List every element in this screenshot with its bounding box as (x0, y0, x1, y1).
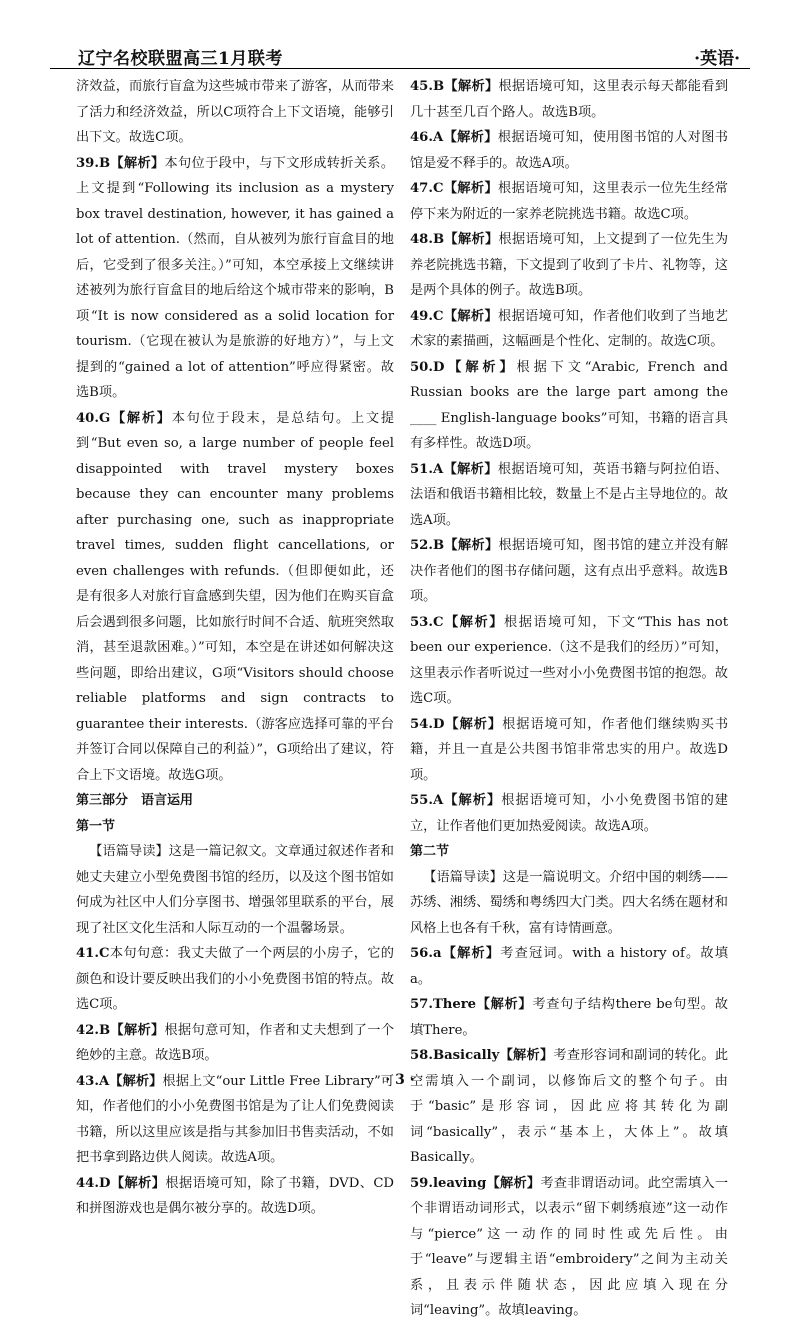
answer-item (410, 533, 728, 610)
answer-number: 55.A (410, 793, 444, 808)
answer-item (410, 992, 728, 1043)
answer-text: 根据语境可知，上文提到了一位先生为养老院挑选书籍，下文提到了收到了卡片、礼物等，这是两个具体的例子。故选B项。 (410, 232, 729, 298)
answer-number: 51.A (410, 461, 444, 477)
answer-item (76, 1018, 394, 1069)
answer-item (410, 125, 728, 176)
analysis-tag: 【解析】 (476, 997, 533, 1012)
answer-number: 57.There (410, 997, 477, 1012)
answer-number: 50.D (410, 359, 445, 375)
analysis-tag: 【解析】 (443, 181, 499, 196)
analysis-tag: 【解析】 (443, 461, 498, 477)
right-column (410, 74, 728, 1324)
answer-text: 根据语境可知，作者他们继续购买书籍，并且一直是公共图书馆非常忠实的用户。故选D项。 (410, 716, 729, 783)
analysis-tag: 【解析】 (110, 155, 165, 171)
answer-text: 根据语境可知，英语书籍与阿拉伯语、法语和俄语书籍相比较，数量上不是占主导地位的。故选A项。 (410, 461, 728, 528)
answer-text: 根据语境可知，下文“This has not been our experience.（这不是我们的经历）”可知，这里表示作者听说过一些对小小免费图书馆的抱怨。故选C项。 (410, 614, 728, 706)
answer-text: 根据语境可知，这里表示一位先生经常停下来为附近的一家养老院挑选书籍。故选C项。 (410, 181, 728, 222)
answer-text: 根据语境可知，这里表示每天都能看到几十甚至几百个路人。故选B项。 (410, 79, 729, 120)
answer-text: 考查非谓语动词。此空需填入一个非谓语动词形式，以表示“留下刺绣痕迹”这一动作与“pierce”这一动作的同时性或先后性。由于“leave”与逻辑主语“embroidery”之间为主动关系，且表示伴随状态，因此应填入现在分词“leaving”。故填leaving。 (410, 1175, 729, 1318)
analysis-tag: 【解析】 (441, 946, 501, 961)
answer-text: 考查形容词和副词的转化。此空需填入一个副词，以修饰后文的整个句子。由于“basic”是形容词，因此应将其转化为副词“basically”，表示“基本上，大体上”。故填Basically。 (410, 1048, 729, 1165)
answer-item (410, 788, 728, 839)
passage-intro: 【语篇导读】这是一篇记叙文。文章通过叙述作者和她丈夫建立小型免费图书馆的经历，以及这个图书馆如何成为社区中人们分享图书、增强邻里联系的平台，展现了社区文化生活和人际互动的一个温馨场景。 (76, 844, 394, 936)
answer-item (410, 304, 728, 355)
answer-text: 根据语境可知，作者他们收到了当地艺术家的素描画，这幅画是个性化、定制的。故选C项。 (410, 308, 728, 349)
answer-item (410, 74, 728, 125)
answer-number: 49.C (410, 308, 444, 324)
page-header (50, 38, 750, 69)
answer-item (410, 610, 728, 712)
answer-text: 根据语境可知，小小免费图书馆的建立，让作者他们更加热爱阅读。故选A项。 (410, 793, 728, 834)
answer-text: 根据下文“Arabic, French and Russian books are the large part among the ____ English-language books”可知，书籍的语言具有多样性。故选D项。 (410, 359, 728, 451)
analysis-tag: 【解析】 (110, 1175, 166, 1191)
answer-number: 53.C (410, 614, 444, 630)
answer-item (76, 151, 394, 406)
answer-item (410, 1171, 728, 1324)
answer-item (410, 227, 728, 304)
answer-text: 根据语境可知，除了书籍，DVD、CD和拼图游戏也是偶尔被分享的。故选D项。 (76, 1175, 394, 1216)
analysis-tag: 【解析】 (486, 1175, 541, 1191)
answer-number: 44.D (76, 1175, 111, 1191)
section-heading: 第三部分 语言运用 (76, 793, 194, 808)
analysis-tag: 【解析】 (444, 79, 499, 94)
answer-item (410, 457, 728, 534)
answer-number: 58.Basically (410, 1048, 500, 1063)
left-column (76, 74, 394, 1222)
answer-item (76, 74, 394, 151)
answer-text: 考查句子结构there be句型。故填There。 (410, 997, 728, 1038)
answer-number: 56.a (410, 946, 442, 961)
analysis-tag: 【解析】 (443, 793, 502, 808)
answer-text: 本句句意：我丈夫做了一个两层的小房子，它的颜色和设计要反映出我们的小小免费图书馆的特点。故选C项。 (76, 946, 394, 1012)
answer-number: 43.A (76, 1073, 110, 1089)
answer-text: 根据句意可知，作者和丈夫想到了一个绝妙的主意。故选B项。 (76, 1022, 395, 1063)
answer-number: 59.leaving (410, 1175, 487, 1191)
answer-number: 47.C (410, 181, 444, 196)
answer-item (410, 176, 728, 227)
answer-text: 本句位于段中，与下文形成转折关系。上文提到“Following its inclusion as a mystery box travel destination, however, it has gained a lot of attention.（然而，自从被列为旅行盲盒目的地后，它受到了很多关注。）”可知，本空承接上文继续讲述被列为旅行盲盒目的地后给这个城市带来的影响，B项“It is now considered as a solid location for tourism.（它现在被认为是旅游的好地方）”，与上文提到的“gained a lot of attention”呼应得紧密。故选B项。 (76, 155, 395, 400)
answer-text: 根据上文“our Little Free Library”可知，作者他们的小小免费图书馆是为了让人们免费阅读书籍，所以这里应该是指与其参加旧书售卖活动，不如把书拿到路边供人阅读。故选A项。 (76, 1073, 394, 1165)
answer-number: 45.B (410, 79, 445, 94)
page-number: · 3 · (385, 1072, 415, 1088)
section-heading: 第二节 (410, 844, 450, 859)
answer-item (410, 355, 728, 457)
exam-title: 辽宁名校联盟高三1月联考 (78, 49, 283, 69)
analysis-tag: 【解析】 (444, 359, 517, 375)
answer-text: 根据语境可知，图书馆的建立并没有解决作者他们的图书存储问题，这有点出乎意料。故选B项。 (410, 538, 729, 604)
analysis-tag: 【解析】 (110, 410, 172, 426)
answer-item (410, 941, 728, 992)
analysis-tag: 【解析】 (109, 1073, 163, 1089)
answer-number: 48.B (410, 232, 445, 247)
answer-text: 济效益，而旅行盲盒为这些城市带来了游客，从而带来了活力和经济效益，所以C项符合上下文语境，能够引出下文。故选C项。 (76, 79, 394, 145)
answer-item (76, 941, 394, 1018)
answer-number: 46.A (410, 130, 444, 145)
answer-item (76, 1171, 394, 1222)
answer-number: 41.C (76, 946, 110, 961)
analysis-tag: 【解析】 (444, 538, 499, 553)
analysis-tag: 【解析】 (443, 308, 499, 324)
answer-item (76, 406, 394, 789)
passage-intro: 【语篇导读】这是一篇说明文。介绍中国的刺绣——苏绣、湘绣、蜀绣和粤绣四大门类。四大名绣在题材和风格上也各有千秋，富有诗情画意。 (410, 869, 728, 936)
answer-number: 54.D (410, 716, 445, 732)
analysis-tag: 【解析】 (110, 1022, 165, 1038)
analysis-tag: 【解析】 (443, 130, 498, 145)
answer-text: 本句位于段末，是总结句。上文提到“But even so, a large number of people feel disappointed with travel mystery boxes because they can encounter many problems after purchasing one, such as inappropriate travel times, sudden flight cancellations, or even challenges with refunds.（但即便如此，还是有很多人对旅行盲盒感到失望，因为他们在购买盲盒后会遇到很多问题，比如旅行时间不合适、航班突然取消，甚至退款困难。）”可知，本空是在讲述如何解决这些问题，即给出建议，G项“Visitors should choose reliable platforms and sign contracts to guarantee their interests.（游客应选择可靠的平台并签订合同以保障自己的利益）”，G项给出了建议，符合上下文语境。故选G项。 (76, 410, 395, 783)
answer-text: 考查冠词。with a history of。故填a。 (410, 946, 729, 987)
answer-number: 39.B (76, 155, 111, 171)
analysis-tag: 【解析】 (443, 614, 504, 630)
answer-number: 42.B (76, 1022, 111, 1038)
answer-number: 40.G (76, 410, 111, 426)
answer-text: 根据语境可知，使用图书馆的人对图书馆是爱不释手的。故选A项。 (410, 130, 728, 171)
analysis-tag: 【解析】 (499, 1048, 554, 1063)
section-heading: 第一节 (76, 818, 116, 834)
subject-label: ·英语· (694, 49, 740, 69)
answer-item (410, 712, 728, 789)
answer-number: 52.B (410, 538, 445, 553)
answer-item (410, 1043, 728, 1171)
analysis-tag: 【解析】 (444, 232, 499, 247)
analysis-tag: 【解析】 (444, 716, 503, 732)
